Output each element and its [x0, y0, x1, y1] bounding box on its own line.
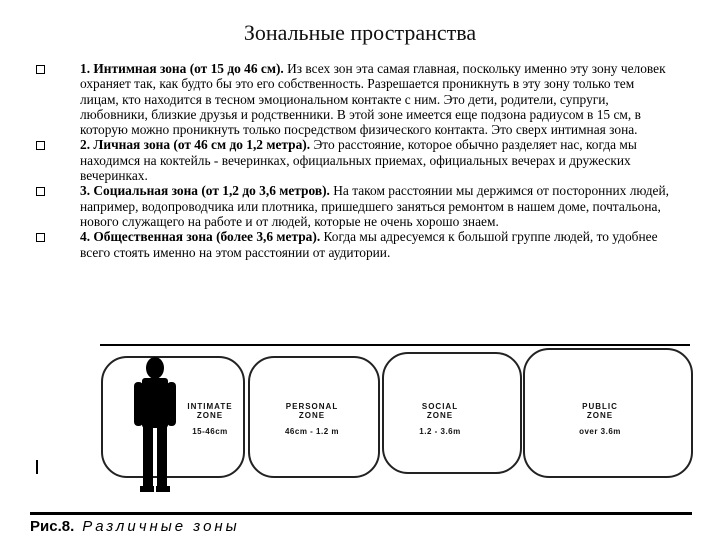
figure-caption — [30, 518, 240, 535]
list-item — [36, 61, 676, 137]
zones-figure — [0, 330, 720, 540]
intimate-zone-label: INTIMATE ZONE 15-46cm — [187, 402, 233, 436]
zone-list — [36, 61, 676, 260]
public-zone-label: PUBLIC ZONE over 3.6m — [579, 402, 621, 436]
item-text: Это расстояние, которое обычно разделяет нас, когда мы находимся на коктейль - вечеринках, официальных приемах, официальных вечерах и дружеских вечеринках. — [80, 137, 637, 184]
square-bullet-icon — [36, 187, 45, 196]
list-item — [36, 229, 676, 260]
item-text: Когда мы адресуемся к большой группе людей, то удобнее всего стоять именно на этом расстоянии от аудитории. — [80, 229, 658, 260]
item-heading: 2. Личная зона (от 46 см до 1,2 метра). — [80, 137, 311, 153]
figure-border-top — [100, 344, 690, 346]
item-heading: 1. Интимная зона (от 15 до 46 см). — [80, 61, 284, 76]
caption-text: Различные зоны — [82, 518, 240, 535]
square-bullet-icon — [36, 141, 45, 150]
square-bullet-icon — [36, 65, 45, 74]
list-item — [36, 137, 676, 183]
personal-zone-label: PERSONAL ZONE 46cm - 1.2 m — [284, 402, 340, 436]
list-item — [36, 183, 676, 229]
item-heading: 3. Социальная зона (от 1,2 до 3,6 метров). — [80, 183, 330, 199]
person-silhouette-icon — [130, 356, 180, 494]
square-bullet-icon — [36, 233, 45, 242]
item-text: Из всех зон эта самая главная, поскольку именно эту зону человек охраняет так, как будто бы это его собственность. Разрешается проникнуть в эту зону только тем лицам, кто находится в тесном эмоциональном контакте с ним. Это дети, родители, супруги, любовники, близкие друзья и родственники. В этой зоне имеется еще подзона радиусом в 15 см, в которую можно проникнуть только посредством физического контакта. Это сверх интимная зона. — [80, 61, 666, 138]
item-text: На таком расстоянии мы держимся от посторонних людей, например, водопроводчика или плотника, пришедшего заняться ремонтом в нашем доме, почтальона, нового служащего на работе и от людей, которые не очень хорошо знаем. — [80, 183, 669, 229]
caption-number: Рис.8. — [30, 518, 75, 535]
figure-bottom-rule — [30, 512, 692, 515]
social-zone-label: SOCIAL ZONE 1.2 - 3.6m — [419, 402, 461, 436]
page-title: Зональные пространства — [243, 20, 477, 45]
figure-mark — [36, 460, 38, 474]
item-heading: 4. Общественная зона (более 3,6 метра). — [80, 229, 321, 245]
